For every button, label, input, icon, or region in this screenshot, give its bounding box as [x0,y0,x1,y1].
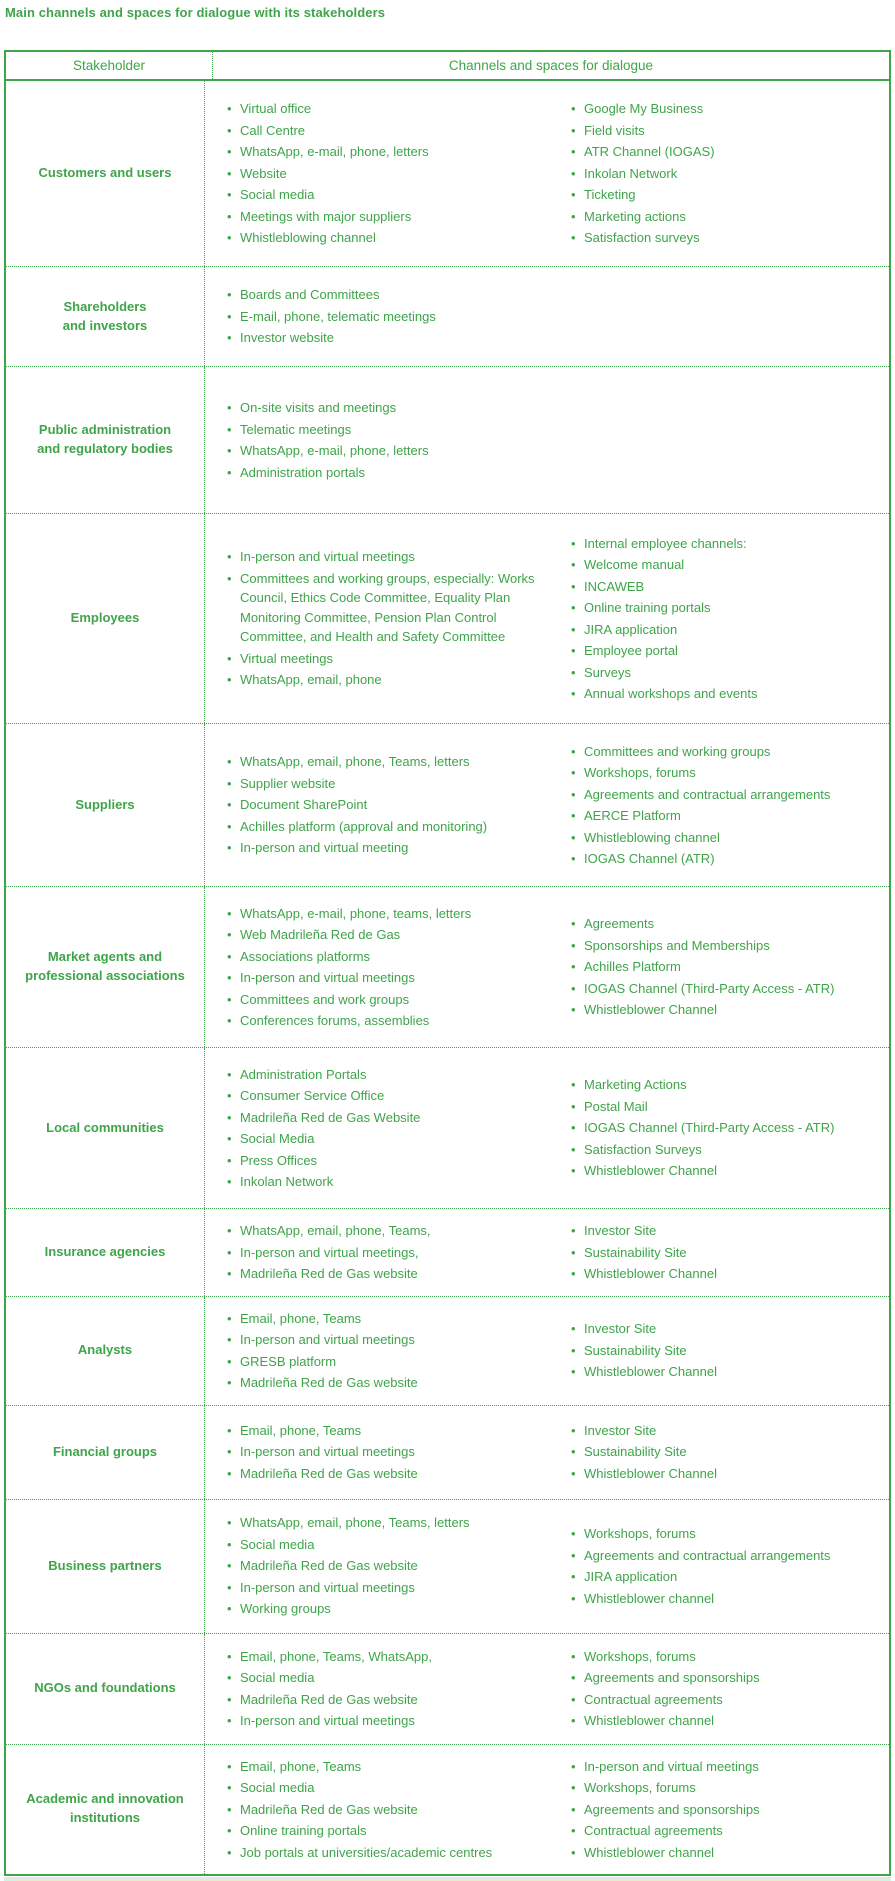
channel-item: • Satisfaction Surveys [571,1140,881,1160]
channel-item: • On-site visits and meetings [227,398,561,418]
channel-item: • Whistleblowing channel [227,228,561,248]
channels-list-left [227,545,571,692]
table-bottom-shadow [4,1877,891,1881]
channel-item: • Social media [227,1778,561,1798]
channel-item: • Virtual office [227,99,561,119]
channel-item: • Agreements and contractual arrangements [571,1546,881,1566]
channel-item: • ATR Channel (IOGAS) [571,142,881,162]
channel-item: • Agreements [571,914,881,934]
channel-item: • Workshops, forums [571,1647,881,1667]
channel-item: • Madrileña Red de Gas website [227,1264,561,1284]
channel-item: • Ticketing [571,185,881,205]
channels-cell [204,887,889,1047]
channel-item: • Investor Site [571,1319,881,1339]
channels-cell [204,1406,889,1499]
channel-item: • Madrileña Red de Gas website [227,1373,561,1393]
stakeholder-dialogue-table [4,50,891,1876]
channel-item: • Online training portals [571,598,881,618]
channel-item: • Surveys [571,663,881,683]
channel-item: • WhatsApp, e-mail, phone, letters [227,142,561,162]
stakeholder-name: NGOs and foundations [34,1680,176,1696]
channel-item: • Field visits [571,121,881,141]
channel-item: • Sustainability Site [571,1243,881,1263]
channel-item: • Document SharePoint [227,795,561,815]
channel-item: • Telematic meetings [227,420,561,440]
table-row [6,1047,889,1208]
channel-item: • Whistleblower channel [571,1711,881,1731]
channel-item: • In-person and virtual meetings [227,968,561,988]
channel-item: • WhatsApp, email, phone, Teams, letters [227,752,561,772]
channels-list-right [571,740,881,871]
channel-item: • Supplier website [227,774,561,794]
channels-list-right [571,912,881,1022]
channel-item: • Working groups [227,1599,561,1619]
channel-item: • In-person and virtual meetings [227,1711,561,1731]
stakeholder-name: Shareholders and investors [62,298,148,333]
table-row [6,1744,889,1875]
column-header-channels: Channels and spaces for dialogue [212,52,889,79]
channels-list-left [227,1645,571,1733]
channel-item: • Achilles platform (approval and monitoring) [227,817,561,837]
channel-item: • Committees and work groups [227,990,561,1010]
stakeholder-name: Academic and innovation institutions [26,1791,184,1826]
channels-list-right [571,1522,881,1610]
channel-item: • WhatsApp, email, phone [227,670,561,690]
channel-item: • Whistleblower Channel [571,1000,881,1020]
channel-item: • Agreements and sponsorships [571,1800,881,1820]
channels-cell [204,1500,889,1633]
stakeholder-name: Employees [70,610,140,626]
channels-list-right [571,532,881,706]
channel-item: • INCAWEB [571,577,881,597]
stakeholder-name: Business partners [48,1557,162,1573]
channel-item: • Workshops, forums [571,1778,881,1798]
channels-list-right [571,97,881,250]
channel-item: • Virtual meetings [227,649,561,669]
channel-item: • E-mail, phone, telematic meetings [227,307,561,327]
table-row [6,886,889,1047]
stakeholder-name: Customers and users [38,165,172,181]
channel-item: • Inkolan Network [571,164,881,184]
channels-list-left [227,1755,571,1865]
channel-item: • Agreements and sponsorships [571,1668,881,1688]
table-header-row [6,52,889,81]
channel-item: • In-person and virtual meetings, [227,1243,561,1263]
channel-item: • JIRA application [571,620,881,640]
channels-list-left [227,902,571,1033]
channel-item: • Boards and Committees [227,285,561,305]
channel-item: • Internal employee channels: [571,534,881,554]
channel-item: • Meetings with major suppliers [227,207,561,227]
channel-item: • Contractual agreements [571,1690,881,1710]
table-row [6,1405,889,1499]
channel-item: • IOGAS Channel (Third-Party Access - ATR) [571,1118,881,1138]
stakeholder-name: Market agents and professional associations [25,949,185,983]
channel-item: • Whistleblower channel [571,1589,881,1609]
channel-item: • Sponsorships and Memberships [571,936,881,956]
table-row [6,1633,889,1744]
channels-list-left [227,1219,571,1286]
channels-cell [204,724,889,886]
channel-item: • Marketing actions [571,207,881,227]
channel-item: • Annual workshops and events [571,684,881,704]
channel-item: • Whistleblower channel [571,1843,881,1863]
channel-item: • Administration portals [227,463,561,483]
channel-item: • Whistleblower Channel [571,1362,881,1382]
channel-item: • In-person and virtual meetings [227,1330,561,1350]
channel-item: • IOGAS Channel (ATR) [571,849,881,869]
channel-item: • JIRA application [571,1567,881,1587]
channel-item: • GRESB platform [227,1352,561,1372]
channel-item: • Satisfaction surveys [571,228,881,248]
channel-item: • Email, phone, Teams, WhatsApp, [227,1647,561,1667]
channel-item: • Whistleblowing channel [571,828,881,848]
channel-item: • Consumer Service Office [227,1086,561,1106]
channel-item: • In-person and virtual meetings [571,1757,881,1777]
channels-list-left [227,396,571,484]
channels-cell [204,81,889,266]
channel-item: • Web Madrileña Red de Gas [227,925,561,945]
channel-item: • Madrileña Red de Gas website [227,1464,561,1484]
channel-item: • Committees and working groups [571,742,881,762]
channels-list-left [227,1419,571,1486]
channel-item: • In-person and virtual meeting [227,838,561,858]
channels-list-left [227,283,571,350]
column-header-stakeholder: Stakeholder [72,58,146,73]
table-body [6,81,889,1874]
channel-item: • Online training portals [227,1821,561,1841]
channels-cell [204,1297,889,1405]
stakeholder-name: Insurance agencies [44,1243,166,1259]
table-row [6,723,889,886]
channel-item: • Website [227,164,561,184]
channel-item: • Marketing Actions [571,1075,881,1095]
channel-item: • Job portals at universities/academic centres [227,1843,561,1863]
page-title: Main channels and spaces for dialogue with its stakeholders [5,5,386,20]
channel-item: • Call Centre [227,121,561,141]
channels-list-right [571,1755,881,1865]
channel-item: • Employee portal [571,641,881,661]
channel-item: • Achilles Platform [571,957,881,977]
channel-item: • Madrileña Red de Gas website [227,1800,561,1820]
channel-item: • Workshops, forums [571,1524,881,1544]
channels-list-left [227,97,571,250]
stakeholder-name: Local communities [46,1119,164,1135]
channel-item: • Madrileña Red de Gas Website [227,1108,561,1128]
channel-item: • Workshops, forums [571,763,881,783]
channel-item: • Email, phone, Teams [227,1757,561,1777]
table-row [6,366,889,513]
channels-list-left [227,1511,571,1621]
channels-cell [204,514,889,723]
channel-item: • Conferences forums, assemblies [227,1011,561,1031]
channel-item: • AERCE Platform [571,806,881,826]
channel-item: • Whistleblower Channel [571,1464,881,1484]
table-row [6,1296,889,1405]
channels-cell [204,367,889,513]
channel-item: • Whistleblower Channel [571,1161,881,1181]
channel-item: • Committees and working groups, especially: Works Council, Ethics Code Committee, Equality Plan Monitoring Committee, Pension Plan Control Committee, and Health and Safety Committee [227,569,561,647]
channel-item: • Investor website [227,328,561,348]
channels-cell [204,1634,889,1744]
table-row [6,513,889,723]
channel-item: • WhatsApp, email, phone, Teams, letters [227,1513,561,1533]
channel-item: • Contractual agreements [571,1821,881,1841]
channels-list-right [571,1645,881,1733]
table-row [6,266,889,366]
channel-item: • In-person and virtual meetings [227,1578,561,1598]
channels-list-left [227,1307,571,1395]
channels-list-left [227,750,571,860]
table-row [6,1208,889,1296]
channels-list-right [571,1073,881,1183]
channel-item: • Google My Business [571,99,881,119]
channel-item: • Press Offices [227,1151,561,1171]
table-row [6,1499,889,1633]
channel-item: • Social media [227,1668,561,1688]
channel-item: • Madrileña Red de Gas website [227,1556,561,1576]
channels-list-left [227,1063,571,1194]
channels-cell [204,1048,889,1208]
channel-item: • Madrileña Red de Gas website [227,1690,561,1710]
channel-item: • Social media [227,185,561,205]
stakeholder-name: Analysts [77,1342,133,1358]
channel-item: • Social media [227,1535,561,1555]
channel-item: • Investor Site [571,1421,881,1441]
channels-list-right [571,1419,881,1486]
channels-cell [204,1209,889,1296]
channel-item: • In-person and virtual meetings [227,547,561,567]
channel-item: • WhatsApp, email, phone, Teams, [227,1221,561,1241]
table-row [6,81,889,266]
channel-item: • WhatsApp, e-mail, phone, letters [227,441,561,461]
channel-item: • Administration Portals [227,1065,561,1085]
channel-item: • Welcome manual [571,555,881,575]
channel-item: • IOGAS Channel (Third-Party Access - ATR) [571,979,881,999]
channel-item: • Postal Mail [571,1097,881,1117]
stakeholder-name: Public administration and regulatory bodies [37,422,173,456]
channel-item: • Sustainability Site [571,1341,881,1361]
channel-item: • Investor Site [571,1221,881,1241]
channel-item: • In-person and virtual meetings [227,1442,561,1462]
channels-cell [204,267,889,366]
channel-item: • WhatsApp, e-mail, phone, teams, letters [227,904,561,924]
channels-list-right [571,1219,881,1286]
channel-item: • Whistleblower Channel [571,1264,881,1284]
channels-list-right [571,1317,881,1384]
channel-item: • Inkolan Network [227,1172,561,1192]
channel-item: • Associations platforms [227,947,561,967]
stakeholder-name: Suppliers [75,796,135,812]
channel-item: • Social Media [227,1129,561,1149]
channels-cell [204,1745,889,1875]
stakeholder-name: Financial groups [52,1443,157,1459]
channel-item: • Sustainability Site [571,1442,881,1462]
channel-item: • Agreements and contractual arrangements [571,785,881,805]
channel-item: • Email, phone, Teams [227,1421,561,1441]
channel-item: • Email, phone, Teams [227,1309,561,1329]
